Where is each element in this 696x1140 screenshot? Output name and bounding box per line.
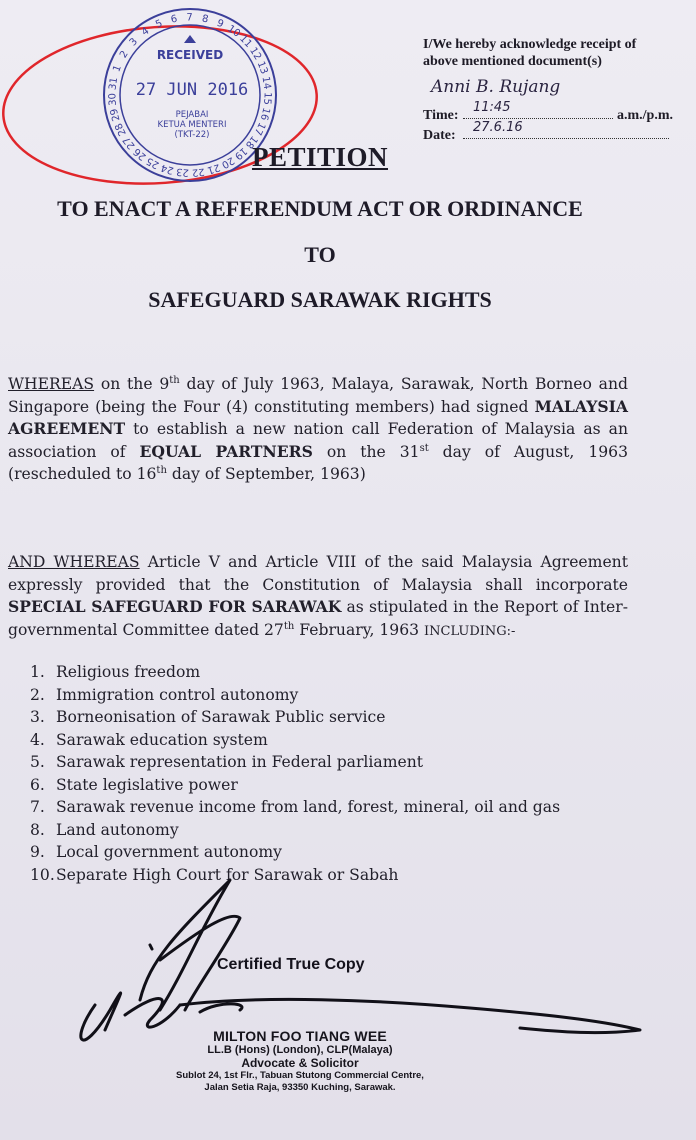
list-item-text: State legislative power: [56, 775, 238, 794]
p1-text-f: day of September, 1963): [166, 465, 366, 483]
stamp-ring-number: 6: [169, 13, 179, 26]
stamp-ring-number: 10: [225, 23, 242, 40]
whereas-keyword: WHEREAS: [8, 375, 95, 393]
stamp-ring-number: 12: [247, 45, 264, 63]
p1-text-e: day of August, 1963 (rescheduled to 16: [8, 442, 629, 483]
stamp-ring-number: 29: [108, 107, 123, 123]
p1-sup-d: st: [419, 442, 429, 454]
stamp-ring-number: 17: [251, 120, 268, 137]
p2-sup-b: th: [283, 620, 295, 632]
p2-special-safeguard: SPECIAL SAFEGUARD FOR SARAWAK: [8, 597, 342, 616]
stamp-office-1: PEJABAI: [175, 110, 209, 120]
receiver-signature-text: Anni B. Rujang: [431, 77, 561, 97]
list-item-number: 7.: [30, 798, 45, 816]
list-item-text: Sarawak education system: [56, 730, 268, 749]
and-whereas-paragraph: [8, 551, 628, 643]
stamp-ring-number: 8: [200, 13, 210, 26]
ampm-label: a.m./p.m.: [617, 108, 673, 123]
stamp-label: RECEIVED: [156, 48, 224, 62]
p1-text-c: to establish a new nation call Federation of Malaysia as an association of: [8, 420, 628, 461]
list-item: [30, 774, 590, 797]
list-item: [30, 841, 590, 864]
list-item-number: 6.: [30, 775, 45, 794]
date-value: 27.6.16: [473, 120, 523, 135]
receiver-signature: [423, 70, 673, 104]
list-item-number: 10.: [30, 865, 55, 884]
list-item-text: Borneonisation of Sarawak Public service: [56, 708, 386, 726]
lawyer-role: Advocate & Solicitor: [241, 1056, 359, 1070]
and-whereas-keyword: AND WHEREAS: [8, 553, 140, 571]
p2-text-b: as stipulated in the Report of Inter-governmental Committee dated 27: [8, 598, 629, 639]
list-item: [30, 796, 590, 819]
stamp-ring-number: 26: [131, 145, 149, 163]
stamp-ring-number: 28: [113, 121, 129, 138]
lawyer-block: [150, 1028, 450, 1094]
time-label: Time:: [423, 108, 459, 123]
p1-text-d: on the 31: [312, 442, 420, 461]
list-item-text: Immigration control autonomy: [56, 685, 299, 704]
stamp-ring-number: 18: [242, 133, 260, 151]
stamp-ring-number: 30: [107, 92, 119, 107]
stamp-ring-number: 22: [191, 165, 206, 178]
stamp-ring-number: 13: [254, 59, 270, 76]
stamp-office-3: (TKT-22): [174, 130, 210, 140]
list-item-number: 4.: [30, 730, 45, 749]
stamp-ring-number: 5: [154, 18, 165, 31]
stamp-ring-number: 21: [205, 161, 222, 176]
stamp-office-2: KETUA MENTERI: [157, 120, 227, 130]
list-item-number: 3.: [30, 708, 45, 726]
stamp-ring-number: 15: [261, 91, 273, 106]
whereas-paragraph: [8, 373, 628, 486]
stamp-ring-number: 23: [175, 165, 190, 178]
lawyer-name: MILTON FOO TIANG WEE: [213, 1028, 387, 1044]
stamp-ring-number: 4: [139, 25, 152, 39]
stamp-ring-number: 20: [219, 154, 236, 171]
p1-equal-partners: EQUAL PARTNERS: [139, 441, 313, 461]
title-line-referendum: TO ENACT A REFERENDUM ACT OR ORDINANCE: [57, 196, 583, 221]
list-item-number: 2.: [30, 685, 45, 704]
p1-sup-a: th: [169, 374, 180, 386]
stamp-ring-number: 19: [232, 144, 249, 162]
stamp-ring-number: 27: [121, 134, 138, 151]
stamp-ring-number: 11: [237, 33, 254, 50]
list-item-number: 9.: [30, 843, 45, 861]
list-item-number: 8.: [30, 820, 45, 839]
p2-text-a: Article V and Article VIII of the said Malaysia Agreement expressly provided that the Constitution of Malaysia shall incorporate: [8, 553, 628, 594]
list-item-text: Separate High Court for Sarawak or Sabah: [56, 865, 399, 884]
list-item: [30, 751, 590, 774]
stamp-ring-number: 24: [159, 161, 176, 176]
safeguards-list: [30, 661, 590, 886]
stamp-ring-number: 3: [127, 36, 141, 49]
date-field: [463, 120, 669, 139]
list-item: [30, 706, 590, 729]
list-item: [30, 684, 590, 707]
p1-sup-e: th: [156, 464, 167, 476]
stamp-date: 27 JUN 2016: [135, 80, 249, 100]
list-item-number: 1.: [30, 663, 45, 681]
date-label: Date:: [423, 128, 456, 143]
time-value: 11:45: [473, 100, 511, 115]
stamp-ring-number: 1: [111, 63, 124, 74]
list-item: [30, 864, 590, 887]
p1-text-a: on the 9: [94, 375, 170, 393]
list-item-text: Land autonomy: [56, 820, 179, 839]
stamp-ring-number: 9: [214, 17, 226, 31]
stamp-ring-number: 2: [118, 49, 131, 61]
acknowledgment-block: [423, 36, 673, 144]
stamp-ring-number: 25: [144, 154, 162, 171]
stamp-ring-number: 14: [259, 75, 273, 91]
stamp-ring-number: 31: [107, 76, 121, 91]
lawyer-qualifications: LL.B (Hons) (London), CLP(Malaya): [207, 1044, 393, 1056]
title-line-safeguard: SAFEGUARD SARAWAK RIGHTS: [148, 287, 492, 312]
list-item: [30, 729, 590, 752]
list-item: [30, 819, 590, 842]
list-item-text: Sarawak revenue income from land, forest, mineral, oil and gas: [56, 798, 561, 816]
p1-text-b: day of July 1963, Malaya, Sarawak, North Borneo and Singapore (being the Four (4) constituting members) had signed: [8, 375, 628, 416]
time-field: [463, 100, 613, 119]
lawyer-address-1: Sublot 24, 1st Flr., Tabuan Stutong Commercial Centre,: [176, 1070, 424, 1081]
title-line-to: TO: [304, 242, 336, 267]
list-item-number: 5.: [30, 753, 45, 771]
acknowledgment-text: I/We hereby acknowledge receipt of above mentioned document(s): [423, 37, 637, 69]
list-item-text: Local government autonomy: [56, 843, 282, 861]
stamp-ring-number: 7: [186, 12, 193, 24]
certified-true-copy: Certified True Copy: [217, 956, 365, 973]
p2-including: INCLUDING:-: [424, 623, 516, 639]
petition-title: PETITION: [251, 142, 389, 172]
p1-malaysia-agreement: MALAYSIA AGREEMENT: [8, 396, 628, 438]
lawyer-address-2: Jalan Setia Raja, 93350 Kuching, Sarawak.: [204, 1082, 396, 1093]
list-item-text: Sarawak representation in Federal parliament: [56, 753, 424, 771]
list-item: [30, 661, 590, 684]
list-item-text: Religious freedom: [56, 663, 201, 681]
p2-text-c: February, 1963: [294, 620, 425, 639]
stamp-ring-number: 16: [257, 106, 272, 122]
